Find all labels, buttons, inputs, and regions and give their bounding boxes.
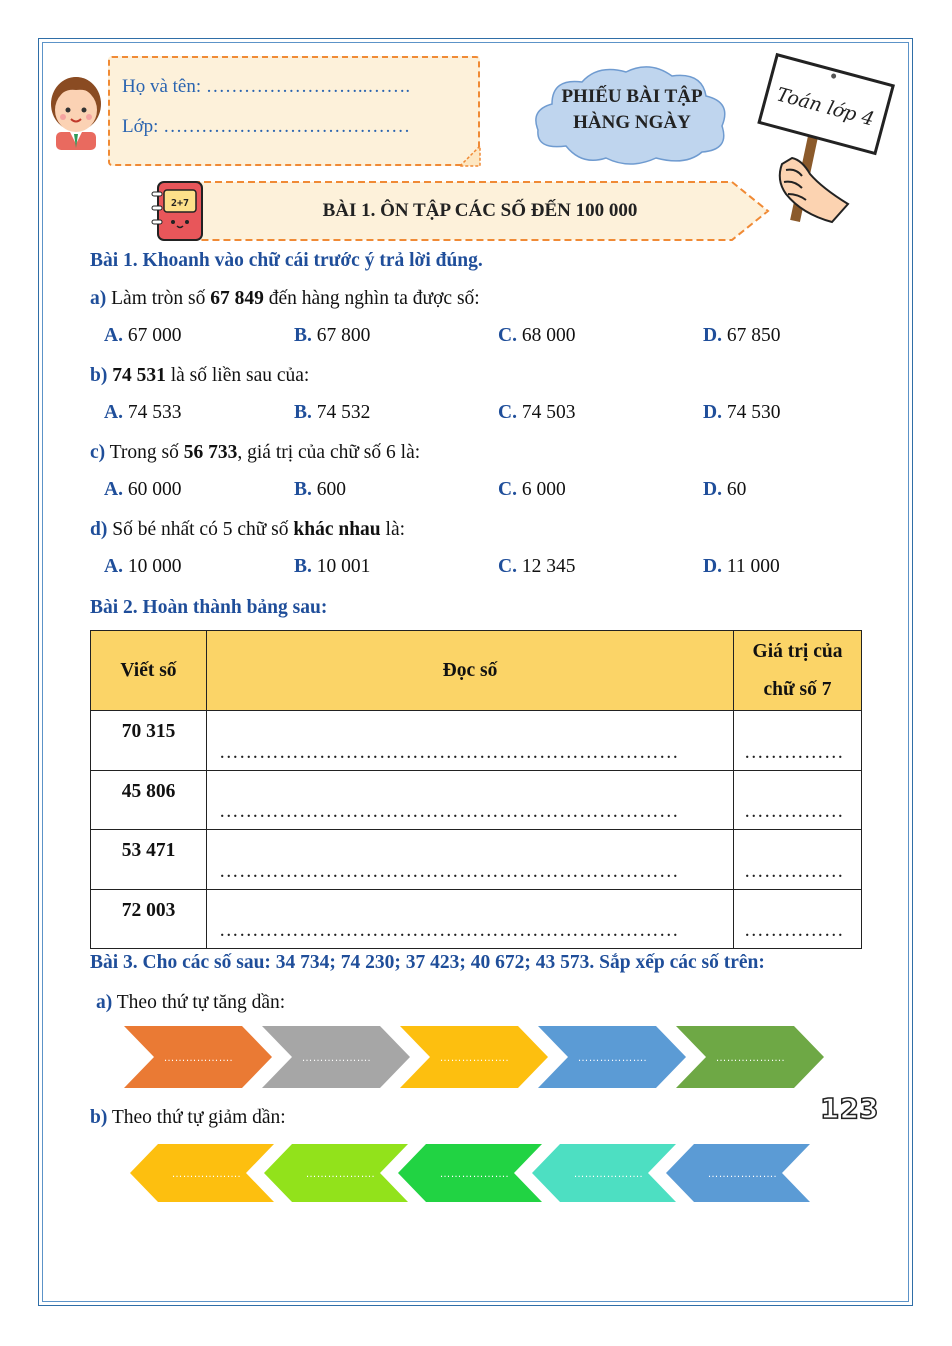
option-letter: B. xyxy=(294,479,312,500)
cell-read xyxy=(207,889,734,949)
option-letter: D. xyxy=(703,402,722,423)
increasing-order-arrows xyxy=(124,1026,830,1090)
table-body xyxy=(91,711,862,949)
ex1-title: Bài 1. Khoanh vào chữ cái trước ý trả lời đúng. xyxy=(90,250,483,271)
cell-value xyxy=(734,711,862,771)
question-bold-value: khác nhau xyxy=(293,519,381,540)
table-row xyxy=(91,770,862,830)
ex2-title: Bài 2. Hoàn thành bảng sau: xyxy=(90,597,328,618)
option-value: 10 000 xyxy=(122,556,182,577)
option-value: 67 000 xyxy=(122,325,182,346)
question-2 xyxy=(90,442,420,464)
option-value: 11 000 xyxy=(721,556,780,577)
option-letter: A. xyxy=(104,325,123,346)
option-value: 600 xyxy=(311,479,347,500)
question-text-end: là số liền sau của: xyxy=(165,365,310,386)
ex3-b-text: Theo thứ tự giảm dần: xyxy=(107,1107,286,1128)
option-0-2[interactable] xyxy=(498,325,575,347)
option-letter: B. xyxy=(294,402,312,423)
order-blank[interactable]: ………………. xyxy=(715,1052,785,1064)
order-blank[interactable]: ………………. xyxy=(439,1052,509,1064)
page-curl-icon xyxy=(458,144,482,168)
worksheet-title xyxy=(532,84,732,136)
notebook-text: 2+7 xyxy=(170,198,190,209)
cell-number: 53 471 xyxy=(91,830,207,890)
order-blank[interactable]: ………………. xyxy=(163,1052,233,1064)
option-value: 10 001 xyxy=(311,556,371,577)
option-3-3[interactable] xyxy=(703,556,780,578)
order-blank[interactable]: ………………. xyxy=(439,1168,509,1180)
title-line-2: HÀNG NGÀY xyxy=(573,112,691,133)
digit-value-blank[interactable]: …………… xyxy=(744,801,844,822)
table-header-row xyxy=(91,631,862,711)
question-1 xyxy=(90,365,309,387)
student-info-box xyxy=(108,56,480,166)
table-row xyxy=(91,889,862,949)
read-number-blank[interactable]: …………………………………………………………… xyxy=(219,741,679,763)
header-write-number: Viết số xyxy=(91,631,207,711)
read-number-blank[interactable]: …………………………………………………………… xyxy=(219,920,679,941)
option-2-0[interactable] xyxy=(104,479,181,501)
question-3 xyxy=(90,519,405,541)
cell-read xyxy=(207,711,734,771)
cell-value xyxy=(734,770,862,830)
question-0 xyxy=(90,288,480,310)
option-3-2[interactable] xyxy=(498,556,575,578)
digit-value-blank[interactable]: …………… xyxy=(744,920,844,941)
option-letter: A. xyxy=(104,479,123,500)
option-value: 60 xyxy=(721,479,747,500)
ex3-part-a xyxy=(96,992,285,1014)
question-bold-value: 67 849 xyxy=(210,288,264,309)
option-1-2[interactable] xyxy=(498,402,575,424)
student-avatar xyxy=(44,66,108,150)
order-blank[interactable]: ………………. xyxy=(573,1168,643,1180)
option-0-3[interactable] xyxy=(703,325,780,347)
option-2-1[interactable] xyxy=(294,479,346,501)
question-text-end: đến hàng nghìn ta được số: xyxy=(263,288,480,309)
option-3-1[interactable] xyxy=(294,556,370,578)
cell-number: 72 003 xyxy=(91,889,207,949)
option-value: 67 850 xyxy=(721,325,781,346)
question-text: Làm tròn số xyxy=(106,288,211,309)
option-1-1[interactable] xyxy=(294,402,370,424)
order-blank[interactable]: ………………. xyxy=(577,1052,647,1064)
question-text-end: là: xyxy=(380,519,406,540)
option-2-3[interactable] xyxy=(703,479,746,501)
option-value: 6 000 xyxy=(516,479,566,500)
option-letter: D. xyxy=(703,556,722,577)
ex3-title: Bài 3. Cho các số sau: 34 734; 74 230; 37 423; 40 672; 43 573. Sắp xếp các số trên: xyxy=(90,952,765,973)
cell-value xyxy=(734,830,862,890)
ex3-part-b xyxy=(90,1107,286,1129)
name-field[interactable]: Họ và tên: ……………………..……. xyxy=(122,76,411,97)
option-1-3[interactable] xyxy=(703,402,780,424)
calculator-notebook-icon xyxy=(148,178,206,244)
option-2-2[interactable] xyxy=(498,479,566,501)
question-text: Số bé nhất có 5 chữ số xyxy=(107,519,294,540)
cell-number: 45 806 xyxy=(91,770,207,830)
cell-value xyxy=(734,889,862,949)
numbers-deco-text: 123 xyxy=(820,1092,879,1125)
cell-read xyxy=(207,830,734,890)
option-1-0[interactable] xyxy=(104,402,181,424)
question-bold-value: 56 733 xyxy=(183,442,238,463)
header-digit-value-line1: Giá trị của xyxy=(752,640,843,662)
ex3-b-letter: b) xyxy=(90,1107,108,1128)
option-value: 74 503 xyxy=(516,402,576,423)
option-letter: A. xyxy=(104,402,123,423)
option-value: 12 345 xyxy=(516,556,576,577)
question-bold-value: 74 531 xyxy=(112,365,166,386)
order-blank[interactable]: ………………. xyxy=(171,1168,241,1180)
lesson-title: BÀI 1. ÔN TẬP CÁC SỐ ĐẾN 100 000 xyxy=(322,200,638,221)
option-value: 74 530 xyxy=(721,402,781,423)
table-row xyxy=(91,830,862,890)
option-letter: C. xyxy=(498,479,517,500)
ex3-a-letter: a) xyxy=(96,992,113,1013)
question-letter: d) xyxy=(90,519,108,540)
option-3-0[interactable] xyxy=(104,556,181,578)
header-digit-value-line2: chữ số 7 xyxy=(763,678,832,700)
order-blank[interactable]: ………………. xyxy=(305,1168,375,1180)
option-letter: B. xyxy=(294,325,312,346)
order-blank[interactable]: ………………. xyxy=(707,1168,777,1180)
option-letter: C. xyxy=(498,402,517,423)
question-letter: a) xyxy=(90,288,107,309)
question-letter: b) xyxy=(90,365,108,386)
option-letter: D. xyxy=(703,325,722,346)
cell-read xyxy=(207,770,734,830)
question-letter: c) xyxy=(90,442,106,463)
ex3-a-text: Theo thứ tự tăng dần: xyxy=(112,992,286,1013)
digit-value-blank[interactable]: …………… xyxy=(744,860,844,882)
title-line-1: PHIẾU BÀI TẬP xyxy=(561,86,703,107)
read-number-blank[interactable]: …………………………………………………………… xyxy=(219,801,679,822)
option-0-1[interactable] xyxy=(294,325,370,347)
read-number-blank[interactable]: …………………………………………………………… xyxy=(219,860,679,882)
question-text-end: , giá trị của chữ số 6 là: xyxy=(237,442,421,463)
option-letter: A. xyxy=(104,556,123,577)
table-row xyxy=(91,711,862,771)
option-letter: D. xyxy=(703,479,722,500)
decreasing-order-arrows xyxy=(130,1144,820,1204)
option-letter: C. xyxy=(498,556,517,577)
option-value: 60 000 xyxy=(122,479,182,500)
class-field[interactable]: Lớp: ………………………………… xyxy=(122,116,411,137)
cell-number: 70 315 xyxy=(91,711,207,771)
header-read-number: Đọc số xyxy=(207,631,734,711)
option-value: 68 000 xyxy=(516,325,576,346)
option-value: 74 532 xyxy=(311,402,371,423)
option-value: 74 533 xyxy=(122,402,182,423)
option-value: 67 800 xyxy=(311,325,371,346)
number-table xyxy=(90,630,862,949)
order-blank[interactable]: ………………. xyxy=(301,1052,371,1064)
option-0-0[interactable] xyxy=(104,325,181,347)
question-text: Trong số xyxy=(105,442,184,463)
option-letter: C. xyxy=(498,325,517,346)
option-letter: B. xyxy=(294,556,312,577)
numbers-123-icon xyxy=(818,1082,879,1132)
sign-text: Toán lớp 4 xyxy=(774,83,877,131)
digit-value-blank[interactable]: …………… xyxy=(744,741,844,763)
hand-sign-icon xyxy=(752,54,902,226)
header-digit-value xyxy=(734,631,862,711)
